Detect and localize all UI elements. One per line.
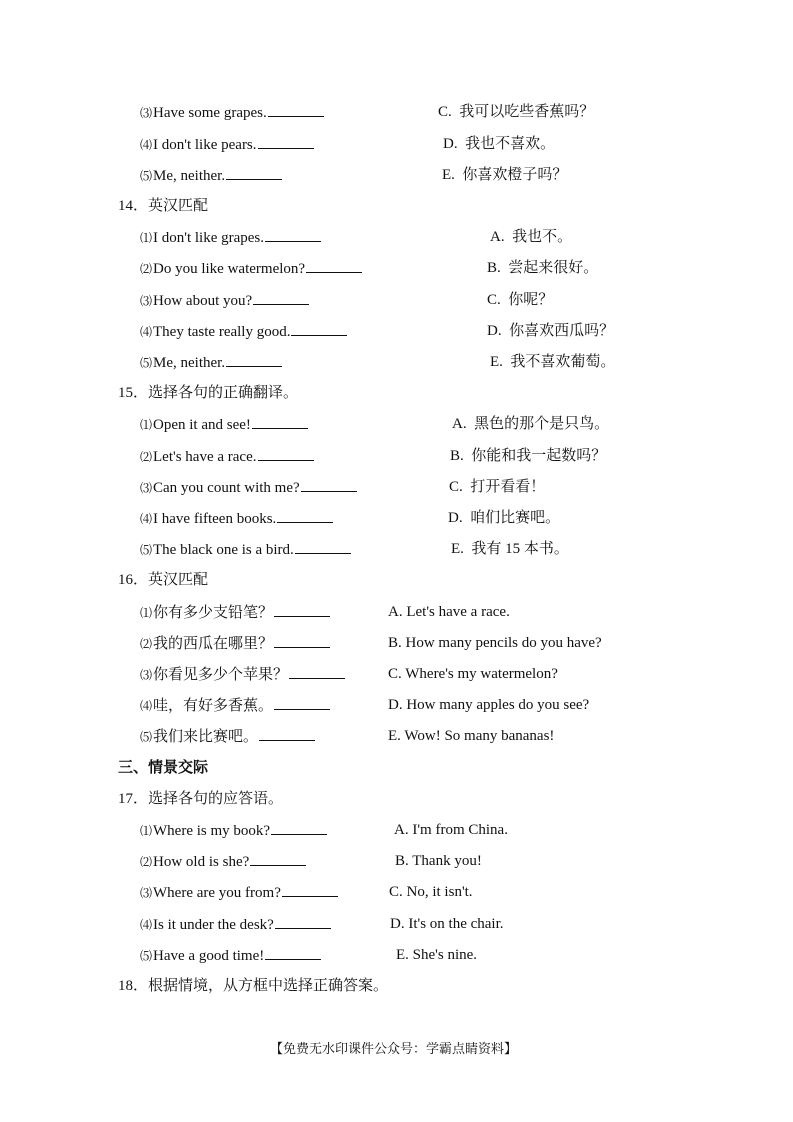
q17-item-3: ⑶Where are you from? [140, 882, 338, 903]
q15-option-a: A. 黑色的那个是只鸟。 [452, 416, 610, 432]
q14-item-3: ⑶How about you? [140, 290, 309, 311]
answer-blank[interactable] [274, 695, 330, 710]
q14-title: 14．英汉匹配 [118, 198, 209, 214]
answer-blank[interactable] [301, 477, 357, 492]
q15-item-1: ⑴Open it and see! [140, 414, 308, 435]
q16-item-4: ⑷哇，有好多香蕉。 [140, 695, 330, 716]
q15-option-c: C. 打开看看！ [449, 479, 546, 495]
q13-option-e: E. 你喜欢橙子吗？ [442, 167, 568, 183]
q13-item-3: ⑶Have some grapes. [140, 102, 324, 123]
q16-item-2: ⑵我的西瓜在哪里？ [140, 633, 330, 654]
section-3-heading: 三、情景交际 [118, 760, 209, 776]
q13-option-c: C. 我可以吃些香蕉吗？ [438, 104, 595, 120]
answer-blank[interactable] [274, 633, 330, 648]
q15-item-4: ⑷I have fifteen books. [140, 508, 333, 529]
q17-option-e: E. She's nine. [396, 947, 478, 963]
q14-option-e: E. 我不喜欢葡萄。 [490, 354, 616, 370]
q16-option-a: A. Let's have a race. [388, 604, 510, 620]
q17-option-a: A. I'm from China. [394, 822, 508, 838]
q14-option-c: C. 你呢？ [487, 292, 554, 308]
answer-blank[interactable] [306, 258, 362, 273]
answer-blank[interactable] [275, 914, 331, 929]
q13-option-d: D. 我也不喜欢。 [443, 136, 556, 152]
q13-item-4: ⑷I don't like pears. [140, 134, 314, 155]
footer-watermark-text: 【免费无水印课件公众号：学霸点睛资料】 [270, 1041, 518, 1056]
q17-item-5: ⑸Have a good time! [140, 945, 321, 966]
answer-blank[interactable] [274, 602, 330, 617]
q15-option-d: D. 咱们比赛吧。 [448, 510, 561, 526]
q15-option-e: E. 我有 15 本书。 [451, 541, 569, 557]
q16-item-3: ⑶你看见多少个苹果？ [140, 664, 345, 685]
q17-item-1: ⑴Where is my book? [140, 820, 327, 841]
answer-blank[interactable] [291, 321, 347, 336]
answer-blank[interactable] [271, 820, 327, 835]
q14-item-1: ⑴I don't like grapes. [140, 227, 321, 248]
q14-option-b: B. 尝起来很好。 [487, 260, 599, 276]
q16-option-c: C. Where's my watermelon? [388, 666, 558, 682]
q14-item-4: ⑷They taste really good. [140, 321, 347, 342]
q16-option-e: E. Wow! So many bananas! [388, 728, 555, 744]
q16-option-d: D. How many apples do you see? [388, 697, 590, 713]
q14-option-a: A. 我也不。 [490, 229, 573, 245]
q17-option-d: D. It's on the chair. [390, 916, 504, 932]
q16-title: 16．英汉匹配 [118, 572, 209, 588]
q15-item-3: ⑶Can you count with me? [140, 477, 357, 498]
q14-item-5: ⑸Me, neither. [140, 352, 282, 373]
q14-item-2: ⑵Do you like watermelon? [140, 258, 362, 279]
q15-item-2: ⑵Let's have a race. [140, 446, 314, 467]
answer-blank[interactable] [295, 539, 351, 554]
answer-blank[interactable] [265, 227, 321, 242]
answer-blank[interactable] [268, 102, 324, 117]
q15-title: 15．选择各句的正确翻译。 [118, 385, 299, 401]
answer-blank[interactable] [250, 851, 306, 866]
answer-blank[interactable] [289, 664, 345, 679]
answer-blank[interactable] [259, 726, 315, 741]
answer-blank[interactable] [226, 165, 282, 180]
q17-option-c: C. No, it isn't. [389, 884, 473, 900]
q17-option-b: B. Thank you! [395, 853, 482, 869]
q15-item-5: ⑸The black one is a bird. [140, 539, 351, 560]
q16-option-b: B. How many pencils do you have? [388, 635, 602, 651]
answer-blank[interactable] [252, 414, 308, 429]
answer-blank[interactable] [258, 446, 314, 461]
q17-item-4: ⑷Is it under the desk? [140, 914, 331, 935]
answer-blank[interactable] [282, 882, 338, 897]
q14-option-d: D. 你喜欢西瓜吗？ [487, 323, 615, 339]
answer-blank[interactable] [277, 508, 333, 523]
q13-item-5: ⑸Me, neither. [140, 165, 282, 186]
q16-item-5: ⑸我们来比赛吧。 [140, 726, 315, 747]
q17-title: 17．选择各句的应答语。 [118, 791, 284, 807]
q16-item-1: ⑴你有多少支铅笔？ [140, 602, 330, 623]
q15-option-b: B. 你能和我一起数吗？ [450, 448, 607, 464]
answer-blank[interactable] [253, 290, 309, 305]
q18-title: 18．根据情境，从方框中选择正确答案。 [118, 978, 389, 994]
answer-blank[interactable] [258, 134, 314, 149]
answer-blank[interactable] [226, 352, 282, 367]
answer-blank[interactable] [265, 945, 321, 960]
q17-item-2: ⑵How old is she? [140, 851, 306, 872]
